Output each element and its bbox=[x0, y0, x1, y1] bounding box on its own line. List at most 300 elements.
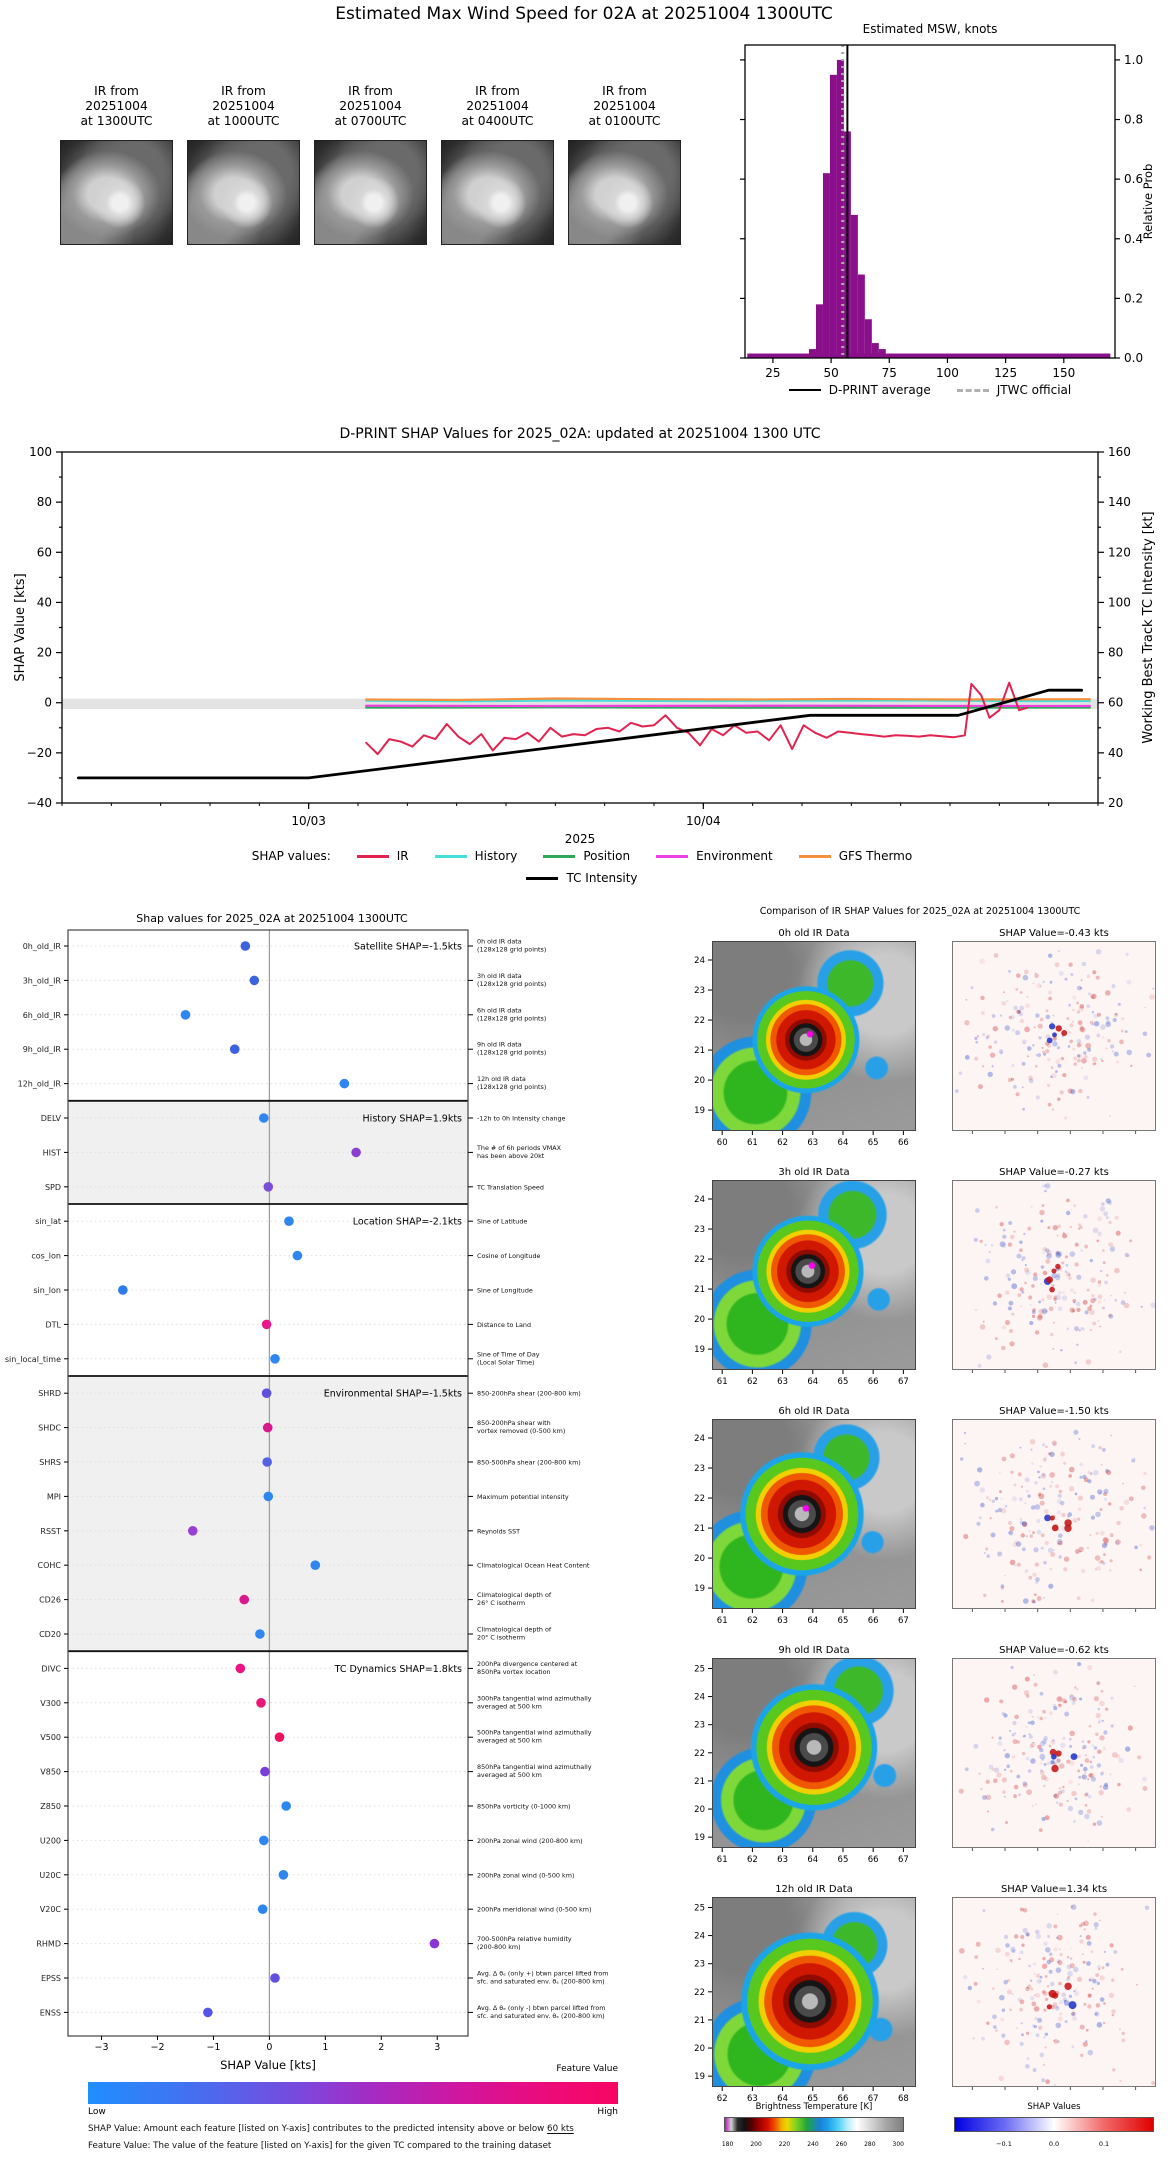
line-sample bbox=[543, 855, 575, 858]
bt-colorbar-label: Brightness Temperature [K] bbox=[755, 2102, 873, 2112]
chart-text: 0.4 bbox=[1124, 231, 1144, 246]
chart-text: 19 bbox=[694, 1106, 705, 1117]
chart-text: 0h old IR data bbox=[477, 937, 522, 946]
chart-text: 260 bbox=[835, 2141, 848, 2148]
chart-text: 24 bbox=[694, 1692, 705, 1703]
chart-text: 24 bbox=[694, 1931, 705, 1942]
chart-text: SHRD bbox=[38, 1389, 61, 1399]
ir-thumbnail-image bbox=[568, 140, 681, 245]
chart-text: 0h_old_IR bbox=[22, 942, 61, 951]
chart-text: Estimated MSW, knots bbox=[862, 22, 998, 36]
ir-map-title: 0h old IR Data bbox=[778, 928, 850, 939]
chart-text: 21 bbox=[694, 1524, 705, 1535]
chart-text: 66 bbox=[867, 1377, 879, 1387]
shap-dot-U200 bbox=[259, 1836, 269, 1846]
chart-text: 60 bbox=[716, 1138, 728, 1148]
chart-text: 63 bbox=[746, 2094, 758, 2104]
legend-label: TC Intensity bbox=[566, 871, 638, 885]
chart-text: 500hPa tangential wind azimuthally bbox=[477, 1728, 592, 1737]
chart-text: Cosine of Longitude bbox=[477, 1252, 541, 1261]
ir-thumbnail-label: IR from 20251004 at 0700UTC bbox=[334, 84, 407, 128]
chart-text: 62 bbox=[777, 1138, 788, 1148]
feature-value-colorbar bbox=[88, 2082, 618, 2104]
chart-text: sin_lat bbox=[35, 1217, 61, 1227]
chart-text: 850-200hPa shear (200-800 km) bbox=[477, 1389, 581, 1398]
legend-label: Position bbox=[583, 849, 631, 863]
chart-text: 850hPa vorticity (0-1000 km) bbox=[477, 1802, 571, 1811]
chart-text: 2025 bbox=[564, 832, 596, 846]
ir-map-title: 12h old IR Data bbox=[775, 1884, 853, 1895]
chart-text: 280 bbox=[864, 2141, 876, 2148]
chart-text: (128x128 grid points) bbox=[477, 945, 547, 954]
chart-text: vortex removed (0-500 km) bbox=[477, 1427, 566, 1436]
chart-text: 80 bbox=[36, 495, 52, 510]
chart-text: 20° C isotherm bbox=[477, 1633, 526, 1642]
chart-text: 61 bbox=[716, 1377, 728, 1387]
legend-item bbox=[957, 383, 1072, 397]
chart-text: Sine of Latitude bbox=[477, 1217, 528, 1226]
chart-text: −20 bbox=[26, 745, 52, 760]
chart-text: 25 bbox=[694, 1903, 705, 1914]
chart-text: 200hPa zonal wind (200-800 km) bbox=[477, 1836, 583, 1845]
chart-text: 64 bbox=[807, 1855, 819, 1865]
chart-text: 12h_old_IR bbox=[17, 1079, 61, 1089]
chart-text: Distance to Land bbox=[477, 1320, 532, 1329]
chart-text: U20C bbox=[39, 1870, 61, 1880]
chart-text: 25 bbox=[765, 366, 781, 380]
chart-text: 850hPa vortex location bbox=[477, 1667, 551, 1676]
chart-text: 64 bbox=[837, 1138, 849, 1148]
shap-value-map bbox=[952, 1897, 1156, 2087]
shap-dot-COHC bbox=[310, 1560, 320, 1570]
chart-text: 200hPa divergence centered at bbox=[477, 1659, 578, 1668]
chart-text: 20 bbox=[694, 1315, 705, 1326]
chart-text: 62 bbox=[746, 1616, 758, 1626]
chart-text: 65 bbox=[837, 1616, 849, 1626]
legend-label: IR bbox=[396, 849, 409, 863]
chart-text: 23 bbox=[694, 986, 705, 997]
shap-dot-sin_lon bbox=[118, 1285, 128, 1295]
ir-data-map bbox=[712, 941, 916, 1131]
chart-text: 21 bbox=[694, 1285, 705, 1296]
chart-text: 850-200hPa shear with bbox=[477, 1419, 551, 1428]
chart-text: D-PRINT SHAP Values for 2025_02A: updated at 20251004 1300 UTC bbox=[339, 426, 821, 442]
chart-text: DTL bbox=[45, 1320, 61, 1330]
chart-text: Climatological depth of bbox=[477, 1625, 552, 1634]
line-sample bbox=[435, 855, 467, 858]
chart-text: 20 bbox=[694, 1076, 705, 1087]
chart-text: 22 bbox=[694, 1748, 705, 1759]
chart-text: 63 bbox=[777, 1377, 788, 1387]
chart-text: 60 bbox=[1108, 695, 1124, 710]
shap-dot-MPI bbox=[263, 1492, 273, 1502]
chart-text: 9h old IR data bbox=[477, 1040, 522, 1049]
chart-text: 6h_old_IR bbox=[22, 1010, 61, 1020]
line-sample bbox=[357, 855, 389, 858]
legend-item bbox=[799, 849, 913, 863]
shap-value-map bbox=[952, 941, 1156, 1131]
comparison-title: Comparison of IR SHAP Values for 2025_02A at 20251004 1300UTC bbox=[759, 906, 1081, 917]
chart-text: 61 bbox=[716, 1616, 728, 1626]
chart-text: CD20 bbox=[39, 1630, 61, 1639]
shap-dot-V850 bbox=[260, 1767, 270, 1777]
chart-text: 63 bbox=[777, 1616, 788, 1626]
feature-value-colorbar-label: Feature Value bbox=[556, 2064, 618, 2074]
chart-text: 1 bbox=[322, 2042, 329, 2053]
chart-text: 22 bbox=[694, 1987, 705, 1998]
shap-map-title: SHAP Value=-0.62 kts bbox=[999, 1645, 1109, 1656]
legend-prefix: SHAP values: bbox=[251, 849, 331, 863]
shap-dot-V500 bbox=[275, 1732, 285, 1742]
chart-text: -12h to 0h Intensity change bbox=[477, 1114, 566, 1123]
chart-text: 66 bbox=[867, 1616, 879, 1626]
shap-speckle-canvas bbox=[953, 1420, 1155, 1608]
chart-text: 180 bbox=[721, 2141, 734, 2148]
chart-text: −2 bbox=[150, 2042, 165, 2053]
chart-text: 0.0 bbox=[1048, 2140, 1060, 2148]
chart-text: 23 bbox=[694, 1464, 705, 1475]
legend-item bbox=[656, 849, 773, 863]
chart-text: 21 bbox=[694, 1046, 705, 1057]
chart-text: (128x128 grid points) bbox=[477, 1048, 547, 1057]
chart-text: Location SHAP=-2.1kts bbox=[352, 1216, 462, 1228]
chart-text: 63 bbox=[777, 1855, 788, 1865]
ir-data-map bbox=[712, 1658, 916, 1848]
chart-text: 64 bbox=[777, 2094, 788, 2104]
chart-text: SHAP Value [kts] bbox=[13, 573, 28, 682]
chart-text: Sine of Longitude bbox=[477, 1286, 533, 1295]
legend-label: D-PRINT average bbox=[828, 383, 931, 397]
chart-text: has been above 20kt bbox=[477, 1151, 545, 1160]
shap-dot-V300 bbox=[256, 1698, 266, 1708]
chart-text: RSST bbox=[40, 1526, 61, 1536]
shap-dot-sin_lat bbox=[284, 1216, 294, 1226]
caption-underlined-threshold: 60 kts bbox=[547, 2124, 574, 2134]
chart-text: 21 bbox=[694, 1776, 705, 1787]
shap-dot-CD26 bbox=[239, 1595, 249, 1605]
chart-text: 24 bbox=[694, 1434, 705, 1444]
chart-text: TC Dynamics SHAP=1.8kts bbox=[334, 1663, 462, 1675]
legend-item bbox=[357, 849, 409, 863]
chart-text: History SHAP=1.9kts bbox=[362, 1113, 462, 1125]
chart-text: 0.8 bbox=[1124, 112, 1144, 127]
shap-dot-SPD bbox=[263, 1182, 273, 1192]
shap-value-map bbox=[952, 1658, 1156, 1848]
shap-dot-cos_lon bbox=[293, 1251, 303, 1261]
line-sample bbox=[799, 855, 831, 858]
feature-value-low-label: Low bbox=[88, 2107, 106, 2117]
chart-text: 300hPa tangential wind azimuthally bbox=[477, 1694, 592, 1703]
legend-label: Environment bbox=[696, 849, 773, 863]
shap-dot-3h_old_IR bbox=[249, 976, 259, 986]
legend-item bbox=[435, 849, 518, 863]
chart-text: 65 bbox=[837, 1855, 849, 1865]
shap-value-caption: SHAP Value: Amount each feature [listed on Y-axis] contributes to the predicted intensity above or below 60 kts bbox=[88, 2124, 574, 2134]
chart-text: 200hPa zonal wind (0-500 km) bbox=[477, 1871, 575, 1880]
shap-dot-12h_old_IR bbox=[340, 1079, 350, 1089]
chart-text: 24 bbox=[694, 956, 705, 966]
chart-text: averaged at 500 km bbox=[477, 1771, 542, 1780]
ir-thumbnail-label: IR from 20251004 at 0100UTC bbox=[588, 84, 661, 128]
chart-text: 65 bbox=[807, 2094, 819, 2104]
ir-data-map bbox=[712, 1897, 916, 2087]
chart-text: −0.1 bbox=[996, 2140, 1012, 2148]
ir-map-title: 9h old IR Data bbox=[778, 1645, 850, 1656]
chart-text: 67 bbox=[867, 2094, 879, 2104]
ir-data-map bbox=[712, 1419, 916, 1609]
chart-text: 20 bbox=[36, 645, 52, 660]
chart-text: V300 bbox=[40, 1698, 61, 1708]
chart-text: Working Best Track TC Intensity [kt] bbox=[1141, 511, 1156, 744]
chart-text: 300 bbox=[892, 2141, 904, 2148]
feature-value-caption: Feature Value: The value of the feature [listed on Y-axis] for the given TC compared to the training dataset bbox=[88, 2141, 552, 2151]
chart-text: SHAP Value [kts] bbox=[220, 2058, 316, 2072]
shap-dot-DIVC bbox=[236, 1664, 246, 1674]
chart-text: −3 bbox=[94, 2042, 109, 2053]
chart-text: 62 bbox=[746, 1377, 758, 1387]
chart-text: 9h_old_IR bbox=[22, 1045, 61, 1055]
ir-thumbnail-image bbox=[441, 140, 554, 245]
shap-speckle-canvas bbox=[953, 1659, 1155, 1847]
chart-text: 63 bbox=[807, 1138, 819, 1148]
chart-text: 1.0 bbox=[1124, 52, 1144, 67]
chart-text: (200-800 km) bbox=[477, 1943, 521, 1952]
chart-text: 40 bbox=[36, 595, 52, 610]
chart-text: 68 bbox=[897, 2094, 909, 2104]
chart-text: 64 bbox=[807, 1377, 819, 1387]
chart-text: 850-500hPa shear (200-800 km) bbox=[477, 1458, 581, 1467]
chart-text: 3h_old_IR bbox=[22, 976, 61, 986]
chart-text: 66 bbox=[837, 2094, 849, 2104]
chart-text: 140 bbox=[1108, 495, 1131, 510]
chart-text: Maximum potential intensity bbox=[477, 1492, 569, 1501]
chart-text: 66 bbox=[897, 1138, 909, 1148]
chart-text: The # of 6h periods VMAX bbox=[477, 1143, 561, 1152]
chart-text: 3 bbox=[434, 2042, 441, 2053]
ir-map-title: 6h old IR Data bbox=[778, 1406, 850, 1417]
chart-text: MPI bbox=[46, 1492, 61, 1502]
chart-text: SHRS bbox=[39, 1458, 61, 1467]
legend-label: History bbox=[474, 849, 518, 863]
chart-text: Shap values for 2025_02A at 20251004 1300UTC bbox=[136, 912, 408, 925]
chart-text: 66 bbox=[867, 1855, 879, 1865]
chart-text: HIST bbox=[42, 1148, 61, 1158]
page-title: Estimated Max Wind Speed for 02A at 20251004 1300UTC bbox=[335, 4, 833, 24]
timeseries-legend-row2 bbox=[64, 871, 1100, 885]
chart-text: sfc. and saturated env. θₑ (200-800 km) bbox=[477, 2011, 605, 2020]
shap-map-title: SHAP Value=-0.43 kts bbox=[999, 928, 1109, 939]
chart-text: 240 bbox=[807, 2141, 819, 2148]
chart-text: 100 bbox=[29, 445, 52, 459]
brightness-temperature-colorbar bbox=[724, 2117, 904, 2132]
chart-text: 67 bbox=[897, 1616, 909, 1626]
chart-text: 67 bbox=[897, 1855, 909, 1865]
chart-text: Avg. Δ θₑ (only -) btwn parcel lifted from bbox=[477, 2003, 606, 2012]
chart-text: 24 bbox=[694, 1195, 705, 1205]
shap-dot-0h_old_IR bbox=[241, 941, 251, 951]
chart-text: 40 bbox=[1108, 745, 1124, 760]
feature-value-high-label: High bbox=[597, 2107, 618, 2117]
chart-text: 19 bbox=[694, 1584, 705, 1595]
chart-text: DELV bbox=[40, 1114, 61, 1123]
chart-text: 0.0 bbox=[1124, 351, 1144, 365]
chart-text: 0.1 bbox=[1098, 2140, 1110, 2148]
chart-text: 65 bbox=[837, 1377, 849, 1387]
chart-text: RHMD bbox=[36, 1939, 61, 1949]
chart-text: DIVC bbox=[41, 1664, 61, 1674]
chart-text: 220 bbox=[778, 2141, 791, 2148]
histogram-legend bbox=[725, 383, 1135, 397]
chart-text: 65 bbox=[867, 1138, 879, 1148]
shap-dot-SHRD bbox=[262, 1388, 272, 1398]
shap-dot-SHRS bbox=[262, 1457, 272, 1467]
chart-text: −1 bbox=[206, 2042, 221, 2053]
chart-text: cos_lon bbox=[31, 1251, 61, 1261]
dashed-line-sample bbox=[957, 389, 989, 392]
line-sample bbox=[656, 855, 688, 858]
chart-text: 23 bbox=[694, 1225, 705, 1236]
chart-text: 0 bbox=[266, 2042, 273, 2053]
chart-text: 100 bbox=[1108, 595, 1131, 610]
chart-text: COHC bbox=[37, 1561, 61, 1571]
chart-text: averaged at 500 km bbox=[477, 1702, 542, 1711]
chart-text: Reynolds SST bbox=[477, 1527, 521, 1536]
shap-map-title: SHAP Value=-0.27 kts bbox=[999, 1167, 1109, 1178]
line-sample bbox=[526, 877, 558, 880]
chart-text: SPD bbox=[44, 1182, 61, 1192]
shap-dot-RSST bbox=[188, 1526, 198, 1536]
shap-dot-SHDC bbox=[263, 1423, 273, 1433]
chart-text: sfc. and saturated env. θₑ (200-800 km) bbox=[477, 1977, 605, 1986]
shap-dot-9h_old_IR bbox=[230, 1044, 240, 1054]
shap-dot-ENSS bbox=[203, 2008, 213, 2018]
ir-thumbnail-image bbox=[60, 140, 173, 245]
legend-label: JTWC official bbox=[996, 383, 1072, 397]
chart-text: 61 bbox=[746, 1138, 758, 1148]
shap-value-map bbox=[952, 1419, 1156, 1609]
chart-text: 67 bbox=[897, 1377, 909, 1387]
chart-text: 21 bbox=[694, 2015, 705, 2026]
legend-item bbox=[526, 871, 637, 885]
shap-dot-V20C bbox=[258, 1904, 268, 1914]
legend-label: GFS Thermo bbox=[838, 849, 913, 863]
chart-text: Sine of Time of Day bbox=[477, 1350, 540, 1359]
ir-thumbnail-image bbox=[187, 140, 300, 245]
chart-text: U200 bbox=[39, 1836, 61, 1846]
chart-text: V20C bbox=[39, 1905, 61, 1915]
timeseries-legend-row1 bbox=[64, 849, 1100, 863]
chart-text: 19 bbox=[694, 1833, 705, 1844]
shap-values-colorbar bbox=[954, 2117, 1154, 2132]
chart-text: averaged at 500 km bbox=[477, 1736, 542, 1745]
chart-text: 20 bbox=[694, 1554, 705, 1565]
shap-dot-DELV bbox=[259, 1113, 269, 1123]
chart-text: Climatological Ocean Heat Content bbox=[477, 1561, 590, 1570]
shap-dot-6h_old_IR bbox=[181, 1010, 191, 1020]
chart-text: 125 bbox=[994, 366, 1018, 380]
chart-text: Satellite SHAP=-1.5kts bbox=[353, 941, 462, 953]
chart-text: 0 bbox=[44, 695, 52, 710]
chart-text: (128x128 grid points) bbox=[477, 1014, 547, 1023]
chart-text: 150 bbox=[1052, 366, 1076, 380]
chart-text: 120 bbox=[1108, 545, 1131, 560]
chart-text: CD26 bbox=[39, 1595, 61, 1605]
shap-dot-EPSS bbox=[270, 1973, 280, 1983]
chart-text: 700-500hPa relative humidity bbox=[477, 1935, 572, 1944]
chart-text: sin_lon bbox=[33, 1286, 61, 1295]
chart-text: 19 bbox=[694, 1345, 705, 1356]
shap-map-title: SHAP Value=-1.50 kts bbox=[999, 1406, 1109, 1417]
ir-thumbnail-label: IR from 20251004 at 1300UTC bbox=[80, 84, 153, 128]
chart-text: 10/03 bbox=[291, 814, 326, 828]
shap-map-title: SHAP Value=1.34 kts bbox=[1000, 1884, 1108, 1895]
chart-text: 22 bbox=[694, 1255, 705, 1266]
chart-text: 12h old IR data bbox=[477, 1075, 526, 1084]
chart-text: 20 bbox=[694, 1805, 705, 1816]
shap-dot-CD20 bbox=[255, 1629, 265, 1639]
chart-text: 0.2 bbox=[1124, 291, 1144, 306]
shap-dot-Z850 bbox=[281, 1801, 291, 1811]
chart-text: 26° C isotherm bbox=[477, 1599, 526, 1608]
chart-text: SHDC bbox=[38, 1423, 61, 1433]
legend-item bbox=[789, 383, 931, 397]
chart-text: 60 bbox=[36, 545, 52, 560]
shap-dot-DTL bbox=[262, 1320, 272, 1330]
shap-speckle-canvas bbox=[953, 1181, 1155, 1369]
chart-text: Z850 bbox=[40, 1802, 61, 1811]
shap-speckle-canvas bbox=[953, 1898, 1155, 2086]
chart-text: EPSS bbox=[40, 1974, 61, 1983]
chart-text: 50 bbox=[823, 366, 839, 380]
series-gfs-thermo bbox=[366, 699, 1090, 701]
chart-text: Environmental SHAP=-1.5kts bbox=[323, 1388, 462, 1400]
chart-text: Relative Prob bbox=[1141, 163, 1155, 240]
chart-text: Avg. Δ θₑ (only +) btwn parcel lifted from bbox=[477, 1969, 609, 1978]
chart-text: 200hPa meridional wind (0-500 km) bbox=[477, 1905, 592, 1914]
chart-text: ENSS bbox=[39, 2008, 61, 2018]
chart-text: −40 bbox=[26, 796, 52, 810]
ir-map-title: 3h old IR Data bbox=[778, 1167, 850, 1178]
chart-text: V850 bbox=[40, 1767, 61, 1777]
chart-text: 61 bbox=[716, 1855, 728, 1865]
series-ir bbox=[366, 683, 1027, 754]
chart-text: (128x128 grid points) bbox=[477, 979, 547, 988]
chart-text: 0.6 bbox=[1124, 172, 1144, 187]
chart-text: (Local Solar Time) bbox=[477, 1358, 535, 1367]
shap-value-map bbox=[952, 1180, 1156, 1370]
chart-text: 3h old IR data bbox=[477, 971, 522, 980]
chart-text: 23 bbox=[694, 1720, 705, 1731]
ir-thumbnail-image bbox=[314, 140, 427, 245]
chart-text: Climatological depth of bbox=[477, 1591, 552, 1600]
chart-text: (128x128 grid points) bbox=[477, 1083, 547, 1092]
chart-text: 6h old IR data bbox=[477, 1006, 522, 1015]
chart-text: 64 bbox=[807, 1616, 819, 1626]
chart-text: 22 bbox=[694, 1016, 705, 1027]
chart-text: 25 bbox=[694, 1664, 705, 1675]
chart-text: 20 bbox=[694, 2044, 705, 2055]
shap-dot-RHMD bbox=[430, 1939, 440, 1949]
chart-text: V500 bbox=[40, 1733, 61, 1743]
chart-text: 2 bbox=[378, 2042, 385, 2053]
chart-text: 62 bbox=[746, 1855, 758, 1865]
chart-text: TC Translation Speed bbox=[477, 1183, 544, 1192]
ir-thumbnail-label: IR from 20251004 at 1000UTC bbox=[207, 84, 280, 128]
ir-data-map bbox=[712, 1180, 916, 1370]
shap-dot-sin_local_time bbox=[270, 1354, 280, 1364]
chart-text: 22 bbox=[694, 1494, 705, 1505]
shap-dot-HIST bbox=[351, 1148, 361, 1158]
